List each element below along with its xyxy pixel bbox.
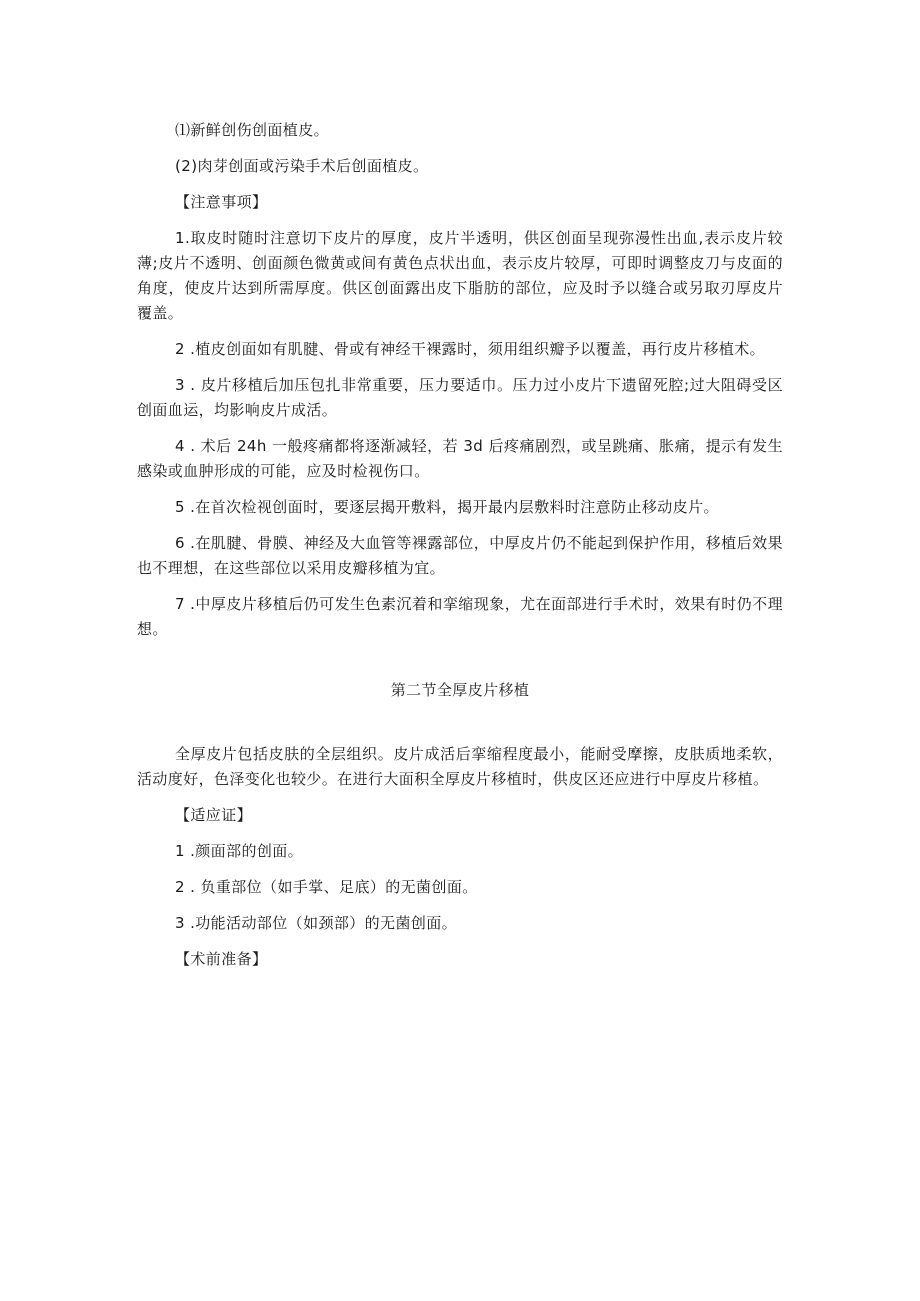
indication-prev-item: (2)肉芽创面或污染手术后创面植皮。 (175, 157, 429, 175)
indications-title: 【适应证】 (175, 806, 253, 824)
prep-title: 【术前准备】 (175, 950, 268, 968)
note-item: 2 .植皮创面如有肌腱、骨或有神经干裸露时，须用组织瓣予以覆盖，再行皮片移植术。 (175, 340, 766, 358)
page-content (137, 118, 783, 972)
note-item: 1.取皮时随时注意切下皮片的厚度，皮片半透明，供区创面呈现弥漫性出血,表示皮片较薄;皮片不透明、创面颜色微黄或间有黄色点状出血，表示皮片较厚，可即时调整皮刀与皮面的角度，使皮片达到所需厚度。供区创面露出皮下脂肪的部位，应及时予以缝合或另取刃厚皮片覆盖。 (137, 229, 783, 322)
indication-item: 1 .颜面部的创面。 (175, 842, 304, 860)
note-item: 5 .在首次检视创面时，要逐层揭开敷料，揭开最内层敷料时注意防止移动皮片。 (175, 498, 719, 516)
note-item: 4 . 术后 24h 一般疼痛都将逐渐减轻，若 3d 后疼痛剧烈，或呈跳痛、胀痛，提示有发生感染或血肿形成的可能，应及时检视伤口。 (137, 437, 783, 480)
note-item: 7 .中厚皮片移植后仍可发生色素沉着和挛缩现象，尤在面部进行手术时，效果有时仍不理想。 (137, 595, 783, 638)
note-item: 3 . 皮片移植后加压包扎非常重要，压力要适巾。压力过小皮片下遗留死腔;过大阻碍受区创面血运，均影响皮片成活。 (137, 376, 783, 419)
section-heading: 第二节全厚皮片移植 (390, 681, 530, 699)
indication-item: 3 .功能活动部位（如颈部）的无菌创面。 (175, 914, 458, 932)
notes-title: 【注意事项】 (175, 193, 268, 211)
indication-item: 2 . 负重部位（如手掌、足底）的无菌创面。 (175, 878, 478, 896)
note-item: 6 .在肌腱、骨膜、神经及大血管等裸露部位，中厚皮片仍不能起到保护作用，移植后效果也不理想，在这些部位以采用皮瓣移植为宜。 (137, 534, 783, 577)
indication-prev-item: ⑴新鲜创伤创面植皮。 (175, 121, 330, 139)
intro-paragraph: 全厚皮片包括皮肤的全层组织。皮片成活后挛缩程度最小，能耐受摩擦，皮肤质地柔软，活动度好，色泽变化也较少。在进行大面积全厚皮片移植时，供皮区还应进行中厚皮片移植。 (137, 745, 783, 788)
